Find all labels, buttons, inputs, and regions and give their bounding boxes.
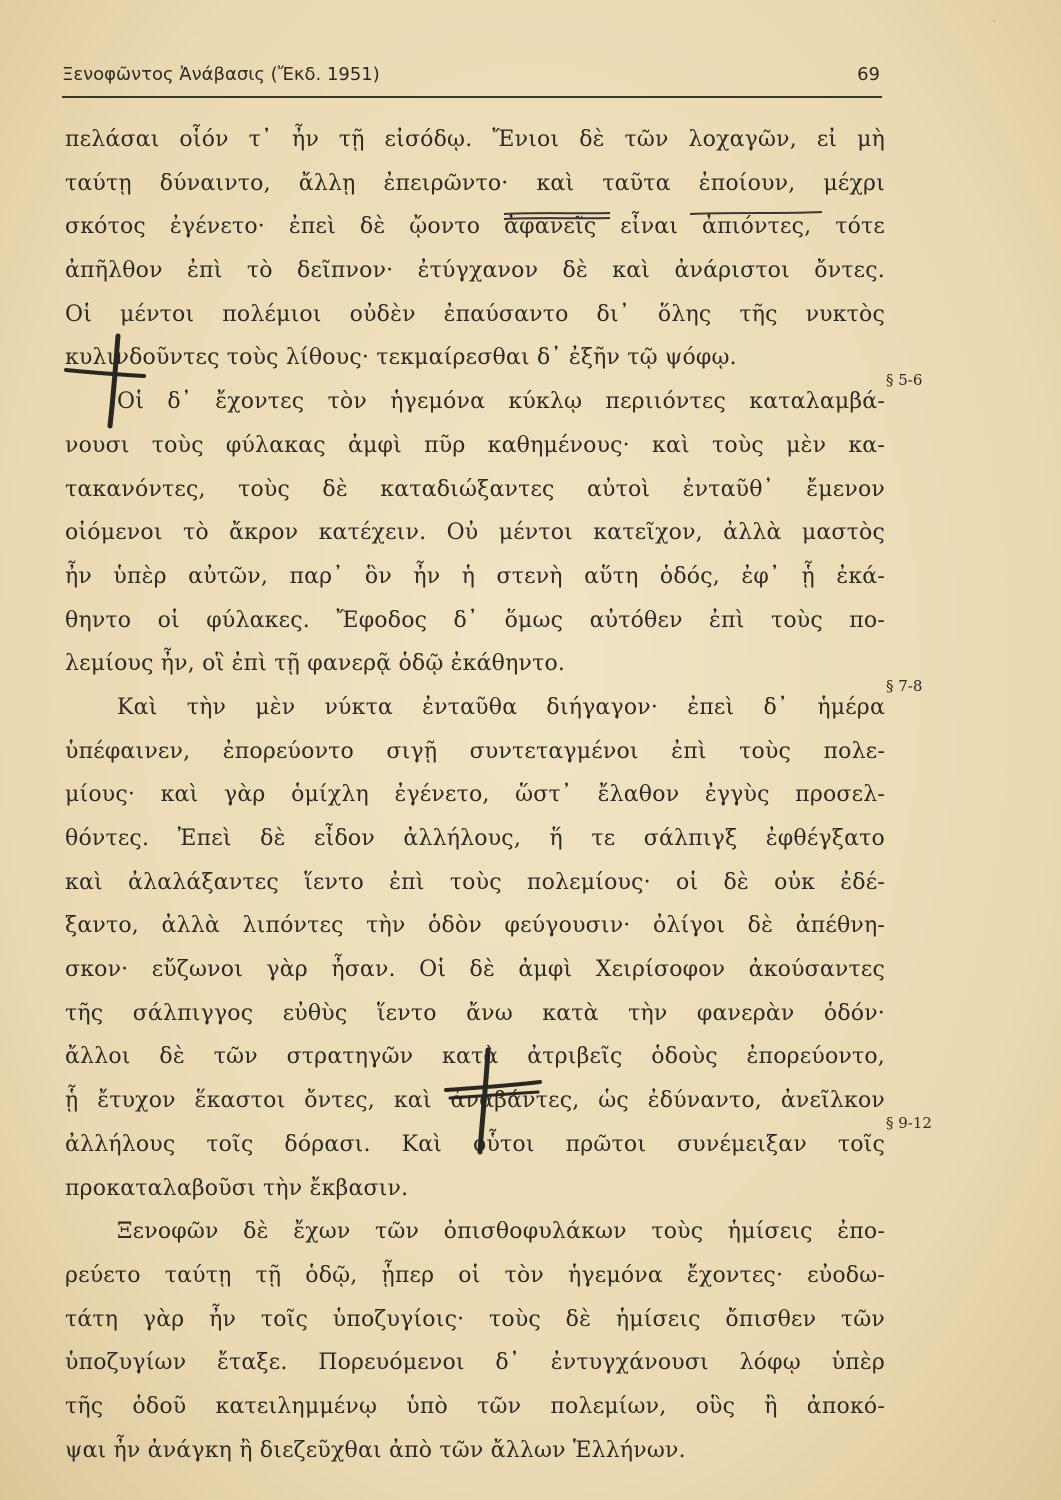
- text-line: Οἱ δ᾽ ἔχοντες τὸν ἡγεμόνα κύκλῳ περιιόντες καταλαμβά-: [117, 389, 885, 415]
- text-line: ψαι ἦν ἀνάγκη ἢ διεζεῦχθαι ἀπὸ τῶν ἄλλων Ἑλλήνων.: [65, 1437, 686, 1463]
- header-title: Ξενοφῶντος Ἀνάβασις (Ἔκδ. 1951): [62, 64, 380, 85]
- text-line: προκαταλαβοῦσι τὴν ἔκβασιν.: [65, 1175, 409, 1201]
- margin-note: § 7-8: [886, 677, 923, 695]
- text-line: Καὶ τὴν μὲν νύκτα ἐνταῦθα διήγαγον· ἐπεὶ δ᾽ ἡμέρα: [117, 694, 885, 720]
- text-line: πελάσαι οἷόν τ᾽ ἦν τῇ εἰσόδῳ. Ἔνιοι δὲ τῶν λοχαγῶν, εἰ μὴ: [65, 127, 885, 152]
- text-line: θηντο οἱ φύλακες. Ἔφοδος δ᾽ ὅμως αὐτόθεν ἐπὶ τοὺς πο-: [65, 607, 885, 633]
- running-header: [62, 62, 882, 92]
- text-line: τῆς ὁδοῦ κατειλημμένῳ ὑπὸ τῶν πολεμίων, οὓς ἢ ἀποκό-: [65, 1393, 885, 1419]
- page-number: 69: [857, 64, 880, 85]
- text-line: λεμίους ἦν, οἳ ἐπὶ τῇ φανερᾷ ὁδῷ ἐκάθηντο.: [65, 651, 566, 677]
- handwritten-cross-mark: [60, 330, 150, 430]
- text-line: τῆς σάλπιγγος εὐθὺς ἵεντο ἄνω κατὰ τὴν φανερὰν ὁδόν·: [65, 1000, 885, 1026]
- text-line: ταύτῃ δύναιντο, ἄλλῃ ἐπειρῶντο· καὶ ταῦτα ἐποίουν, μέχρι: [65, 170, 885, 196]
- text-line: ρεύετο ταύτῃ τῇ ὁδῷ, ᾗπερ οἱ τὸν ἡγεμόνα ἔχοντες· εὐοδω-: [65, 1262, 885, 1288]
- text-line: ἦν ὑπὲρ αὐτῶν, παρ᾽ ὃν ἦν ἡ στενὴ αὕτη ὁδός, ἐφ᾽ ᾗ ἐκά-: [65, 563, 885, 589]
- text-line: ὑποζυγίων ἔταξε. Πορευόμενοι δ᾽ ἐντυγχάνουσι λόφῳ ὑπὲρ: [65, 1350, 885, 1376]
- text-line: κυλινδοῦντες τοὺς λίθους· τεκμαίρεσθαι δ᾽ ἐξῆν τῷ ψόφῳ.: [65, 345, 737, 371]
- text-line: ᾗ ἔτυχον ἕκαστοι ὄντες, καὶ ἀναβάντες, ὡς ἐδύναντο, ἀνεῖλκον: [65, 1088, 885, 1114]
- text-line: ἀλλήλους τοῖς δόρασι. Καὶ οὗτοι πρῶτοι συνέμειξαν τοῖς: [65, 1131, 885, 1157]
- text-line: οἰόμενοι τὸ ἄκρον κατέχειν. Οὐ μέντοι κατεῖχον, ἀλλὰ μαστὸς: [65, 520, 885, 546]
- text-line: θόντες. Ἐπεὶ δὲ εἶδον ἀλλήλους, ἥ τε σάλπιγξ ἐφθέγξατο: [65, 826, 885, 851]
- text-line: Οἱ μέντοι πολέμιοι οὐδὲν ἐπαύσαντο δι᾽ ὅλης τῆς νυκτὸς: [65, 301, 885, 327]
- text-line: Ξενοφῶν δὲ ἔχων τῶν ὀπισθοφυλάκων τοὺς ἡμίσεις ἐπο-: [117, 1219, 885, 1245]
- text-line: ἄλλοι δὲ τῶν στρατηγῶν κατὰ ἀτριβεῖς ὁδοὺς ἐπορεύοντο,: [65, 1044, 885, 1070]
- handwritten-cross-mark: [436, 1046, 546, 1156]
- text-line: τάτη γὰρ ἦν τοῖς ὑποζυγίοις· τοὺς δὲ ἡμίσεις ὄπισθεν τῶν: [65, 1306, 885, 1332]
- margin-note: § 9-12: [886, 1114, 932, 1132]
- header-rule: [62, 96, 882, 98]
- body-text: [65, 118, 885, 1472]
- margin-note: § 5-6: [886, 371, 923, 389]
- text-line: καὶ ἀλαλάξαντες ἵεντο ἐπὶ τοὺς πολεμίους· οἱ δὲ οὐκ ἐδέ-: [65, 869, 885, 895]
- text-line: σκότος ἐγένετο· ἐπεὶ δὲ ᾤοντο ἀφανεῖς εἶναι ἀπιόντες, τότε: [65, 214, 885, 240]
- text-line: ὑπέφαινεν, ἐπορεύοντο σιγῇ συντεταγμένοι ἐπὶ τοὺς πολε-: [65, 738, 885, 764]
- text-line: ξαντο, ἀλλὰ λιπόντες τὴν ὁδὸν φεύγουσιν· ὀλίγοι δὲ ἀπέθνη-: [65, 913, 885, 939]
- text-line: μίους· καὶ γὰρ ὁμίχλη ἐγένετο, ὥστ᾽ ἔλαθον ἐγγὺς προσελ-: [65, 782, 885, 808]
- text-line: τακανόντες, τοὺς δὲ καταδιώξαντες αὐτοὶ ἐνταῦθ᾽ ἔμενον: [65, 476, 885, 502]
- ink-dot: ·: [992, 14, 997, 30]
- text-line: σκον· εὔζωνοι γὰρ ἦσαν. Οἱ δὲ ἀμφὶ Χειρίσοφον ἀκούσαντες: [65, 957, 885, 983]
- text-line: ἀπῆλθον ἐπὶ τὸ δεῖπνον· ἐτύγχανον δὲ καὶ ἀνάριστοι ὄντες.: [65, 258, 885, 284]
- handwritten-underline: [500, 200, 830, 224]
- text-line: νουσι τοὺς φύλακας ἀμφὶ πῦρ καθημένους· καὶ τοὺς μὲν κα-: [65, 432, 885, 458]
